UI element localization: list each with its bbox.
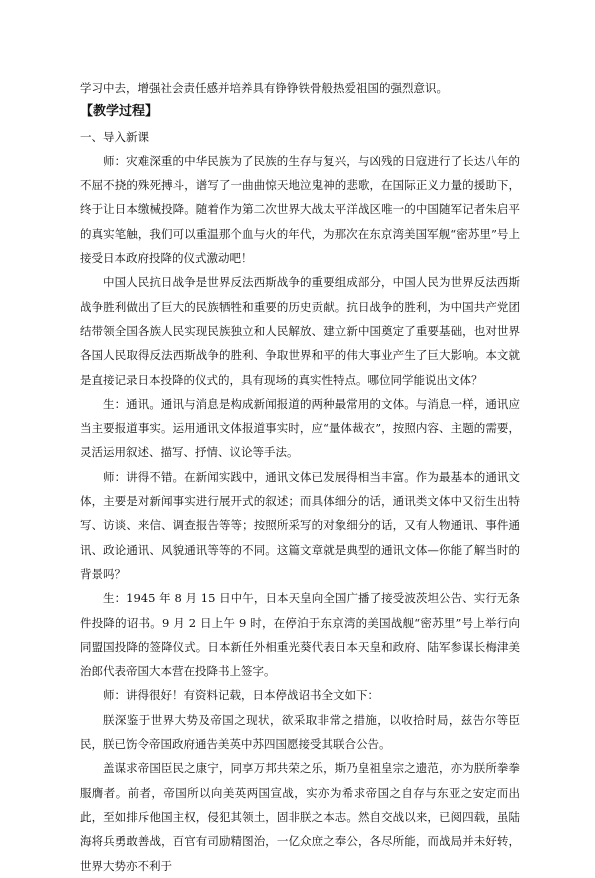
lead-line: 学习中去，增强社会责任感并培养具有铮铮铁骨般热爱祖国的强烈意识。 (80, 81, 448, 95)
paragraph: 生：通讯。通讯与消息是构成新闻报道的两种最常用的文体。与消息一样，通讯应当主要报道事实。运用通讯文体报道事实时，应“量体裁衣”，按照内容、主题的需要，灵活运用叙述、描写、抒情、议论等手法。 (80, 396, 520, 460)
subsection-title: 一、导入新课 (80, 129, 149, 144)
paragraph: 师：讲得不错。在新闻实践中，通讯文体已发展得相当丰富。作为最基本的通讯文体，主要是对新闻事实进行展开式的叙述；而具体细分的话，通讯类文体中又衍生出特写、访谈、来信、调查报告等等；按照所采写的对象细分的话，又有人物通讯、事件通讯、政论通讯、风貌通讯等等的不同。这篇文章就是典型的通讯文体—你能了解当时的背景吗？ (80, 469, 520, 581)
paragraph: 师：灾难深重的中华民族为了民族的生存与复兴，与凶残的日寇进行了长达八年的不屈不挠的殊死搏斗，谱写了一曲曲惊天地泣鬼神的悲歌，在国际正义力量的援助下，终于让日本缴械投降。随着作为第二次世界大战太平洋战区唯一的中国随军记者朱启平的真实笔触，我们可以重温那个血与火的年代，为那次在东京湾美国军舰“密苏里”号上接受日本政府投降的仪式激动吧！ (80, 153, 520, 266)
paragraph: 生：1945 年 8 月 15 日中午，日本天皇向全国广播了接受波茨坦公告、实行无条件投降的诏书。9 月 2 日上午 9 时，在停泊于东京湾的美国战舰“密苏里”号上举行向同盟国投降的签降仪式。日本新任外相重光葵代表日本天皇和政府、陆军参谋长梅津美治郎代表帝国大本营在投降书上签字。 (80, 591, 520, 679)
paragraph: 师：讲得很好！有资料记载，日本停战诏书全文如下： (103, 688, 379, 703)
paragraph: 盖谋求帝国臣民之康宁，同享万邦共荣之乐，斯乃皇祖皇宗之遗范，亦为朕所拳拳服膺者。前者，帝国所以向美英两国宣战，实亦为希求帝国之自存与东亚之安定而出此，至如排斥他国主权，侵犯其领土，固非朕之本志。然自交战以来，已阅四载，虽陆海将兵勇敢善战，百官有司励精图治，一亿众庶之奉公，各尽所能，而战局并未好转，世界大势亦不利于 (80, 761, 520, 873)
document-body (80, 76, 520, 878)
paragraph: 朕深鉴于世界大势及帝国之现状，欲采取非常之措施，以收拾时局，兹告尔等臣民，朕已饬令帝国政府通告美英中苏四国愿接受其联合公告。 (80, 712, 520, 752)
section-heading: 【教学过程】 (80, 104, 159, 120)
paragraph: 中国人民抗日战争是世界反法西斯战争的重要组成部分，中国人民为世界反法西斯战争胜利做出了巨大的民族牺牲和重要的历史贡献。抗日战争的胜利，为中国共产党团结带领全国各族人民实现民族独立和人民解放、建立新中国奠定了重要基础，也对世界各国人民取得反法西斯战争的胜利、争取世界和平的伟大事业产生了巨大影响。本文就是直接记录日本投降的仪式的，具有现场的真实性特点。哪位同学能说出文体？ (80, 275, 520, 387)
